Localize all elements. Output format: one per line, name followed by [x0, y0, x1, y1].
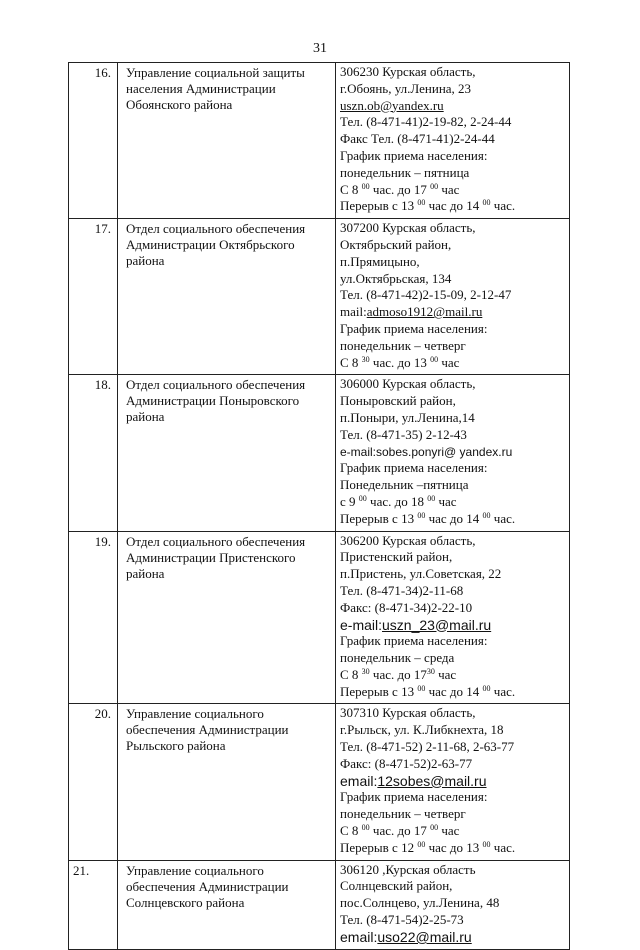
email-link[interactable]: email:12sobes@mail.ru — [340, 772, 487, 789]
contact-line: понедельник – четверг — [340, 806, 466, 822]
contact-line: График приема населения: — [340, 789, 488, 805]
agency-name — [118, 63, 336, 219]
contact-line: Солнцевский район, — [340, 878, 453, 894]
table-row — [69, 375, 570, 531]
table-row — [69, 704, 570, 860]
contact-line: Перерыв с 13 $^{00}$ час до 14 $^{00}$ час. — [340, 510, 516, 526]
agency-name-line: Обоянского района — [126, 97, 233, 112]
table-row — [69, 219, 570, 375]
contact-line: Поныровский район, — [340, 393, 456, 409]
contact-line: 306000 Курская область, — [340, 376, 476, 392]
agency-table-body — [69, 63, 570, 950]
email-address[interactable]: admoso1912@mail.ru — [366, 304, 483, 320]
contact-line: Тел. (8-471-41)2-19-82, 2-24-44 — [340, 114, 512, 130]
contact-line: Факс Тел. (8-471-41)2-24-44 — [340, 131, 495, 147]
contact-line: График приема населения: — [340, 320, 488, 336]
agency-name-line: Администрации Поныровского — [126, 393, 300, 409]
contact-line: Тел. (8-471-54)2-25-73 — [340, 912, 464, 928]
agency-name-line: района — [126, 253, 165, 269]
contact-line: e-mail:sobes.ponyri@ yandex.ru — [340, 444, 513, 459]
row-number: 16. — [69, 63, 118, 219]
contact-line: понедельник – четверг — [340, 337, 466, 353]
agency-contacts — [336, 531, 570, 704]
email-address[interactable]: uszn_23@mail.ru — [382, 616, 492, 633]
agency-name-line: Управление социального — [126, 706, 264, 722]
contact-line: С 8 $^{00}$ час. до 17 $^{00}$ час — [340, 823, 460, 839]
contact-line: п.Прямицыно, — [340, 253, 420, 269]
agency-contacts — [336, 704, 570, 860]
agency-name-line: обеспечения Администрации — [126, 722, 289, 738]
contact-line: г.Обоянь, ул.Ленина, 23 — [340, 80, 472, 96]
page-number: 31 — [313, 41, 327, 56]
contact-line: Понедельник –пятница — [340, 477, 469, 493]
contact-line: Перерыв с 13 $^{00}$ час до 14 $^{00}$ час. — [340, 198, 516, 214]
contact-line: График приема населения: — [340, 147, 488, 163]
agency-name-line: Отдел социального обеспечения — [126, 377, 306, 393]
table-row — [69, 531, 570, 704]
contact-line: 307200 Курская область, — [340, 220, 476, 236]
contact-line: понедельник – пятница — [340, 164, 470, 180]
contact-line: Перерыв с 12 $^{00}$ час до 13 $^{00}$ час. — [340, 839, 516, 855]
contact-line: С 8 $^{30}$ час. до $17^{30}$ час — [340, 666, 457, 682]
contact-line: 306230 Курская область, — [340, 64, 476, 79]
contact-line: с 9 $^{00}$ час. до 18 $^{00}$ час — [340, 493, 457, 509]
contact-line: 306120 ,Курская область — [340, 861, 476, 877]
agency-name-line: района — [126, 565, 165, 581]
contact-line: Октябрьский район, — [340, 236, 452, 252]
contact-line: График приема населения: — [340, 460, 488, 476]
contact-line: Факс: (8-471-34)2-22-10 — [340, 599, 473, 615]
contact-line: С 8 $^{00}$ час. до 17 $^{00}$ час — [340, 181, 460, 197]
row-number: 20. — [69, 704, 118, 860]
agency-name — [118, 219, 336, 375]
contact-line: г.Рыльск, ул. К.Либкнехта, 18 — [340, 722, 504, 738]
contact-line: Тел. (8-471-34)2-11-68 — [340, 582, 464, 598]
email-link[interactable]: mail:admoso1912@mail.ru — [340, 304, 483, 320]
contact-line: Перерыв с 13 $^{00}$ час до 14 $^{00}$ час. — [340, 683, 516, 699]
agency-name-line: Администрации Октябрьского — [126, 237, 295, 253]
contact-line: Тел. (8-471-42)2-15-09, 2-12-47 — [340, 287, 512, 303]
contact-line: ул.Октябрьская, 134 — [340, 270, 452, 286]
contact-line: понедельник – среда — [340, 650, 455, 666]
agency-name-line: Управление социального — [126, 862, 264, 878]
agency-name-line: Отдел социального обеспечения — [126, 533, 306, 549]
row-number: 18. — [69, 375, 118, 531]
row-number: 19. — [69, 531, 118, 704]
agency-name-line: Управление социальной защиты — [126, 65, 305, 80]
contact-line: п.Поныри, ул.Ленина,14 — [340, 409, 475, 425]
agency-name-line: Солнцевского района — [126, 894, 245, 910]
email-address[interactable]: uso22@mail.ru — [377, 928, 472, 945]
contact-line: С 8 $^{30}$ час. до 13 $^{00}$ час — [340, 354, 460, 370]
table-row — [69, 63, 570, 219]
email-address[interactable]: 12sobes@mail.ru — [377, 772, 487, 789]
email-link[interactable]: email:uso22@mail.ru — [340, 928, 472, 945]
contact-line: 307310 Курская область, — [340, 705, 476, 721]
agency-name-line: населения Администрации — [126, 81, 276, 96]
row-number: 17. — [69, 219, 118, 375]
contact-line: Тел. (8-471-52) 2-11-68, 2-63-77 — [340, 739, 515, 755]
agency-contacts — [336, 63, 570, 219]
contact-line: Тел. (8-471-35) 2-12-43 — [340, 426, 467, 442]
agency-name — [118, 531, 336, 704]
agency-name-line: Отдел социального обеспечения — [126, 221, 306, 237]
agency-name-line: обеспечения Администрации — [126, 878, 289, 894]
contact-line: п.Пристень, ул.Советская, 22 — [340, 566, 502, 582]
contact-line: пос.Солнцево, ул.Ленина, 48 — [340, 895, 500, 911]
contact-line: 306200 Курская область, — [340, 532, 476, 548]
contact-line: Факс: (8-471-52)2-63-77 — [340, 755, 473, 771]
agency-name-line: Администрации Пристенского — [126, 549, 296, 565]
agency-name — [118, 704, 336, 860]
agency-name-line: Рыльского района — [126, 738, 226, 754]
agency-name — [118, 375, 336, 531]
email-link[interactable]: e-mail:uszn_23@mail.ru — [340, 616, 492, 633]
email-link[interactable]: uszn.ob@yandex.ru — [340, 97, 444, 113]
contact-line: График приема населения: — [340, 633, 488, 649]
agency-contacts — [336, 219, 570, 375]
agency-table — [68, 62, 570, 950]
contact-line: Пристенский район, — [340, 549, 453, 565]
row-number: 21. — [69, 860, 118, 949]
agency-contacts — [336, 375, 570, 531]
agency-name-line: района — [126, 409, 165, 425]
